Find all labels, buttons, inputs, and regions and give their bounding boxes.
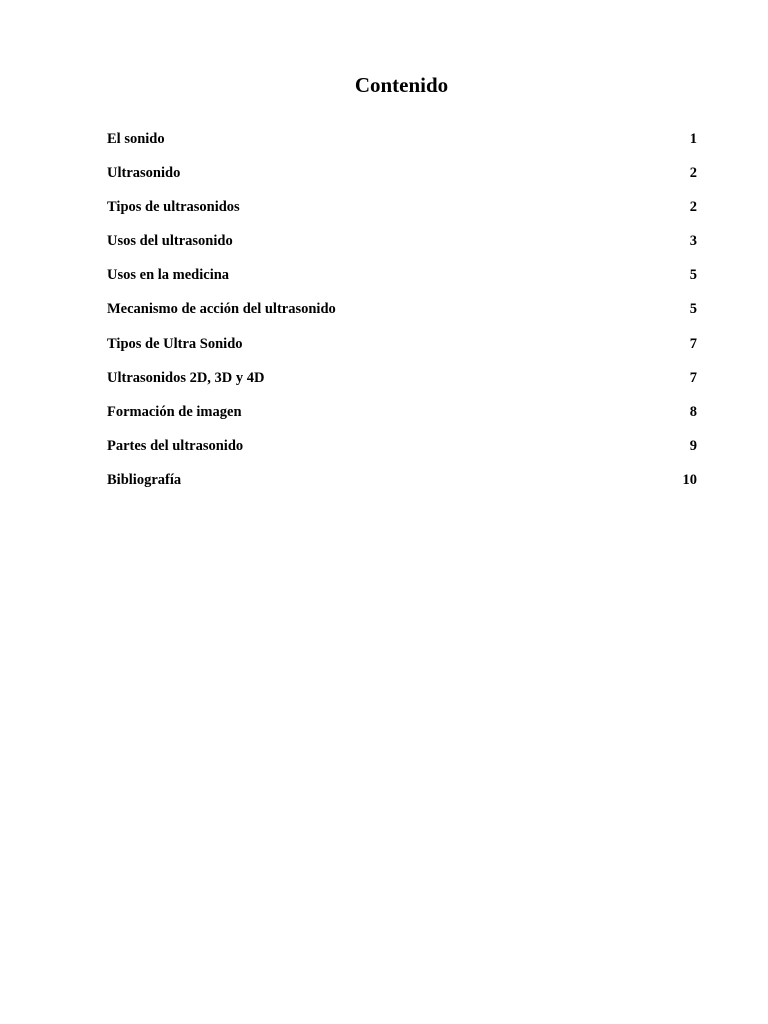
- toc-entry[interactable]: [107, 263, 697, 297]
- toc-entry-page-number: 7: [689, 369, 697, 386]
- toc-entry-label: Partes del ultrasonido: [107, 437, 244, 454]
- toc-entry-page-number: 3: [689, 233, 697, 250]
- toc-entry-label: Ultrasonidos 2D, 3D y 4D: [107, 369, 265, 386]
- toc-entry-label: Tipos de ultrasonidos: [107, 199, 240, 216]
- toc-entry[interactable]: [107, 332, 697, 366]
- toc-entry[interactable]: [107, 195, 697, 229]
- toc-entry[interactable]: [107, 127, 697, 161]
- toc-entry-page-number: 10: [682, 471, 697, 488]
- toc-entry-page-number: 1: [689, 131, 697, 147]
- toc-entry-page-number: 5: [689, 267, 697, 284]
- toc-list: [107, 127, 697, 502]
- toc-entry-label: El sonido: [107, 131, 165, 147]
- toc-entry-label: Usos del ultrasonido: [107, 233, 233, 250]
- toc-entry-page-number: 5: [689, 301, 697, 318]
- toc-entry[interactable]: [107, 297, 697, 331]
- toc-entry[interactable]: [107, 434, 697, 468]
- toc-entry[interactable]: [107, 161, 697, 195]
- toc-entry[interactable]: [107, 468, 697, 502]
- toc-entry[interactable]: [107, 400, 697, 434]
- toc-entry-label: Ultrasonido: [107, 165, 181, 182]
- toc-entry-page-number: 2: [689, 165, 697, 182]
- toc-entry-page-number: 9: [689, 437, 697, 454]
- toc-entry-label: Bibliografía: [107, 471, 182, 488]
- toc-title: Contenido: [354, 73, 449, 97]
- toc-entry-label: Formación de imagen: [107, 403, 242, 420]
- toc-entry-label: Tipos de Ultra Sonido: [107, 335, 243, 352]
- toc-entry-label: Mecanismo de acción del ultrasonido: [107, 301, 336, 318]
- toc-entry[interactable]: [107, 366, 697, 400]
- toc-entry-label: Usos en la medicina: [107, 267, 230, 284]
- toc-entry-page-number: 7: [689, 335, 697, 352]
- toc-entry[interactable]: [107, 229, 697, 263]
- toc-entry-page-number: 2: [689, 199, 697, 216]
- toc-entry-page-number: 8: [689, 403, 697, 420]
